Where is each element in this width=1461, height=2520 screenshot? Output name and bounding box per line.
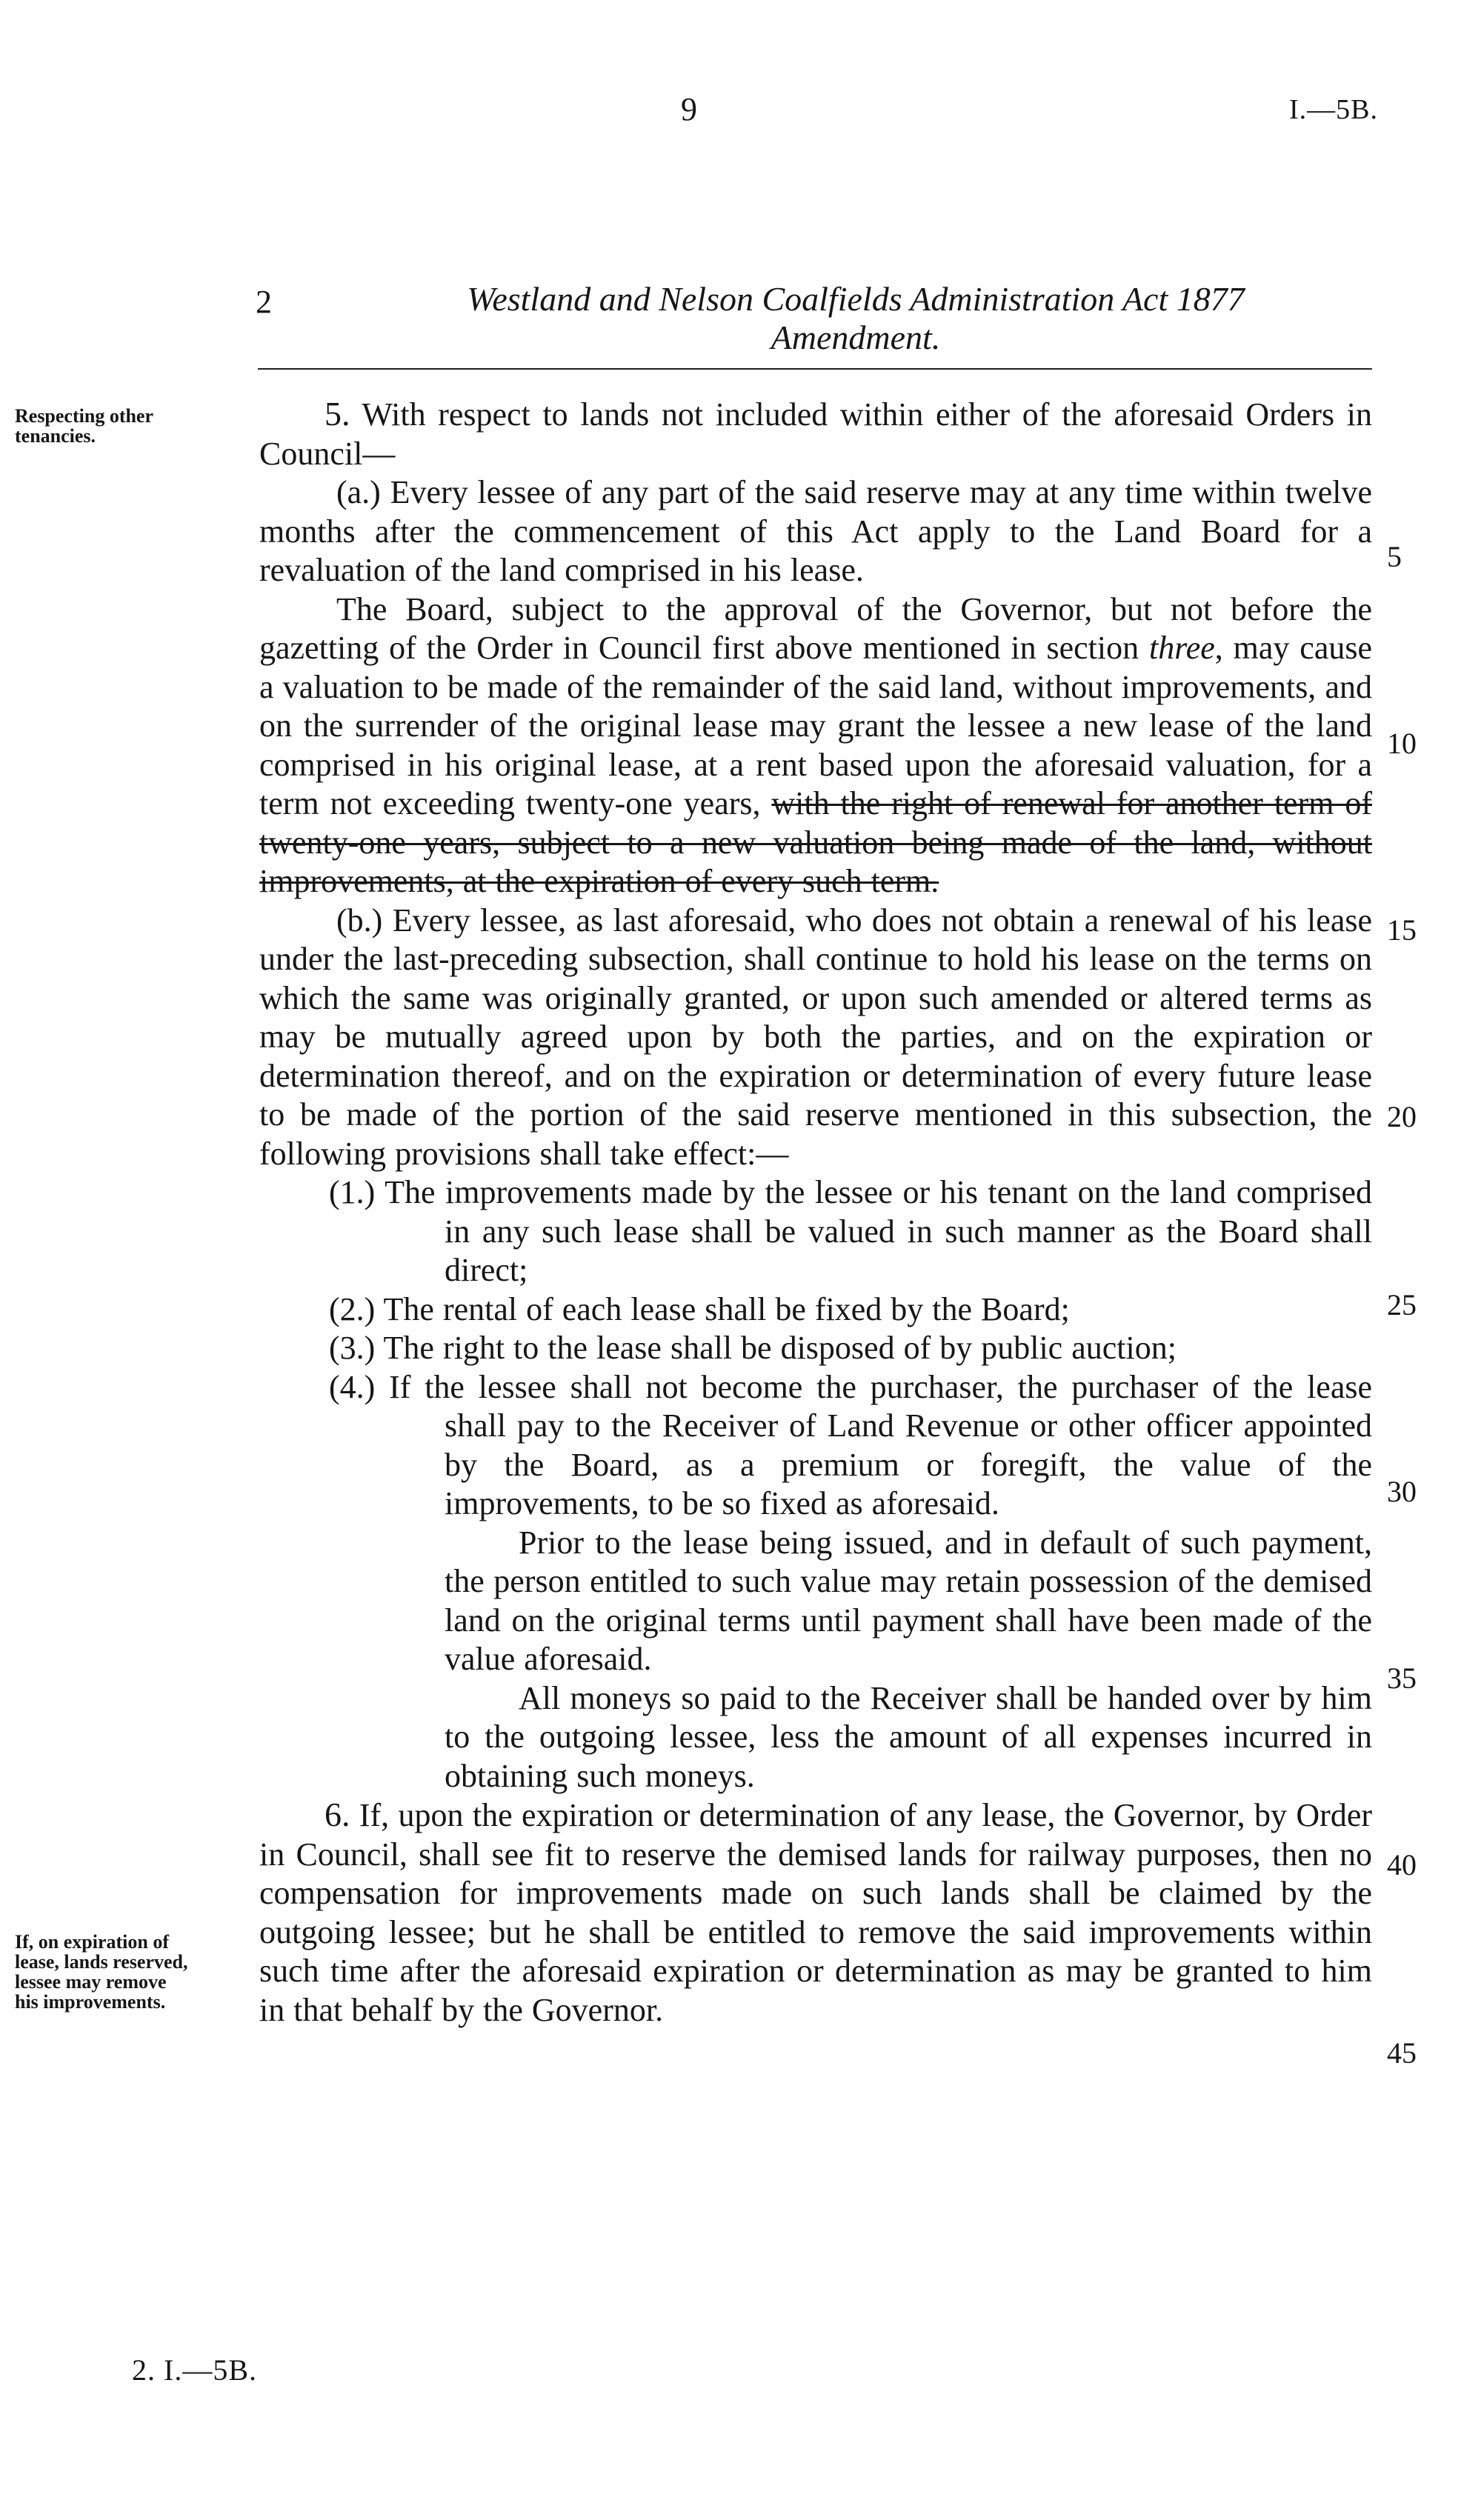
line-number: 25 [1387, 1288, 1417, 1321]
struck-text: with the right of renewal for another term of twenty-one years, subject to a new valuation being made of the land, without improvements, at the expiration of every such term. [259, 785, 1372, 899]
board-text-italic: three [1149, 630, 1215, 666]
section-6 [259, 1796, 1372, 2030]
line-number: 40 [1387, 1848, 1417, 1881]
line-number: 45 [1387, 2036, 1417, 2070]
line-number: 35 [1387, 1661, 1417, 1695]
section-5-number: 5. [325, 395, 350, 433]
bill-title-line2: Amendment. [771, 319, 941, 356]
subsection-a-text: Every lessee of any part of the said reserve may at any time within twelve months after the commencement of this Act apply to the Land Board for a revaluation of the land comprised in his lease. [259, 474, 1372, 588]
margin-note-line: lease, lands reserved, [15, 1951, 188, 1973]
bill-number: 2 [256, 284, 272, 320]
bill-title [326, 280, 1385, 357]
paper-reference: I.—5B. [1289, 94, 1378, 125]
subsection-a-label: (a.) [336, 474, 381, 510]
provision-item [259, 1173, 1372, 1290]
margin-note-line: If, on expiration of [15, 1931, 169, 1953]
footer-reference: 2. I.—5B. [132, 2353, 257, 2387]
margin-note-line: tenancies. [15, 425, 96, 447]
provision-label: (2.) [329, 1290, 376, 1327]
provision-item [259, 1290, 1372, 1330]
board-paragraph [259, 590, 1372, 901]
line-number: 10 [1387, 727, 1417, 760]
section-6-number: 6. [325, 1796, 350, 1833]
provision-text: The improvements made by the lessee or his tenant on the land comprised in any such lease shall be valued in such manner as the Board shall direct; [385, 1174, 1372, 1288]
page-number: 9 [681, 91, 697, 127]
header-rule [258, 368, 1372, 370]
section-6-text: If, upon the expiration or determination of any lease, the Governor, by Order in Council, shall see fit to reserve the demised lands for railway purposes, then no compensation for improvements made on such lands shall be claimed by the outgoing lessee; but he shall be entitled to remove the said improvements within such time after the aforesaid expiration or determination as may be granted to him in that behalf by the Governor. [259, 1797, 1373, 2028]
margin-note-section6 [15, 1932, 259, 2012]
board-text-2: , may cause a valuation to be made of the remainder of the said land, without improvements, and on the surrender of the original lease may grant the lessee a new lease of the land comprised in his original lease, at a rent based upon the aforesaid valuation, for a term not exceeding twenty-one years, [259, 630, 1372, 821]
margin-note-section5 [15, 406, 259, 446]
margin-note-line: his improvements. [15, 1991, 166, 2013]
section-5-intro-text: With respect to lands not included within either of the aforesaid Orders in Council— [259, 396, 1372, 472]
subsection-b [259, 901, 1372, 1174]
line-number: 15 [1387, 913, 1417, 947]
subsection-b-text: Every lessee, as last aforesaid, who does not obtain a renewal of his lease under the last-preceding subsection, shall continue to hold his lease on the terms on which the same was originally granted, or upon such amended or altered terms as may be mutually agreed upon by both the parties, and on the expiration or determination thereof, and on the expiration or determination of every future lease to be made of the portion of the said reserve mentioned in this subsection, the following provisions shall take effect:— [259, 901, 1372, 1172]
margin-note-line: Respecting other [15, 405, 154, 427]
bill-body [259, 395, 1372, 2030]
margin-note-line: lessee may remove [15, 1971, 167, 1993]
section-5-intro [259, 395, 1372, 473]
line-number: 30 [1387, 1475, 1417, 1508]
line-number: 20 [1387, 1100, 1417, 1133]
board-text-1: The Board, subject to the approval of the Governor, but not before the gazetting of the Order in Council first above mentioned in section [259, 590, 1372, 666]
bill-title-line1: Westland and Nelson Coalfields Administration Act 1877 [467, 280, 1245, 318]
subsection-a [259, 473, 1372, 590]
provision-item [259, 1329, 1372, 1368]
provision-item [259, 1368, 1372, 1524]
moneys-paragraph: All moneys so paid to the Receiver shall be handed over by him to the outgoing lessee, less the amount of all expenses incurred in obtaining such moneys. [445, 1679, 1372, 1794]
provision-text: If the lessee shall not become the purchaser, the purchaser of the lease shall pay to the Receiver of Land Revenue or other officer appointed by the Board, as a premium or foregift, the value of the improvements, to be so fixed as aforesaid. [389, 1368, 1373, 1521]
subsection-b-label: (b.) [336, 901, 383, 939]
provision-label: (3.) [329, 1330, 376, 1366]
provision-text: The rental of each lease shall be fixed by the Board; [383, 1290, 1070, 1327]
line-number: 5 [1387, 540, 1402, 573]
prior-paragraph: Prior to the lease being issued, and in default of such payment, the person entitled to such value may retain possession of the demised land on the original terms until payment shall have been made of the value aforesaid. [445, 1524, 1372, 1677]
provision-label: (1.) [329, 1174, 376, 1210]
provision-text: The right to the lease shall be disposed of by public auction; [383, 1330, 1177, 1366]
provision-label: (4.) [329, 1368, 376, 1405]
